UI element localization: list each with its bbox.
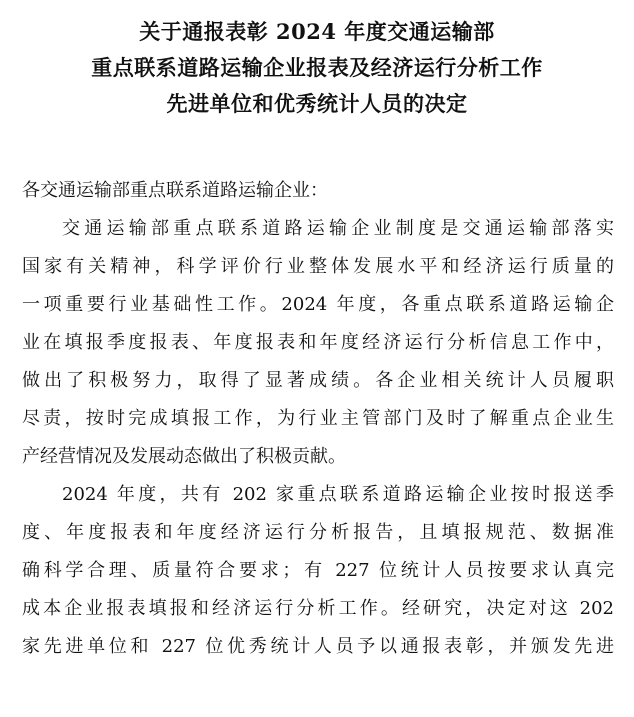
paragraph-line: 业在填报季度报表、年度报表和年度经济运行分析信息工作中， [22,332,614,353]
paragraph-line: 2024 年度，共有 202 家重点联系道路运输企业按时报送季 [62,484,614,505]
paragraph-line: 产经营情况及发展动态做出了积极贡献。 [22,446,346,467]
paragraph-line: 确科学合理、质量符合要求；有 227 位统计人员按要求认真完 [22,560,614,581]
paragraph-line: 尽责，按时完成填报工作，为行业主管部门及时了解重点企业生 [22,408,614,429]
paragraph-1 [22,210,614,476]
title-line-2: 重点联系道路运输企业报表及经济运行分析工作 [91,55,543,80]
paragraph-line: 国家有关精神，科学评价行业整体发展水平和经济运行质量的 [22,256,614,277]
paragraph-2 [22,476,614,666]
paragraph-line: 交通运输部重点联系道路运输企业制度是交通运输部落实 [62,218,614,239]
paragraph-line: 度、年度报表和年度经济运行分析报告，且填报规范、数据准 [22,522,614,543]
paragraph-line: 做出了积极努力，取得了显著成绩。各企业相关统计人员履职 [22,370,614,391]
paragraph-line: 成本企业报表填报和经济运行分析工作。经研究，决定对这 202 [22,598,614,619]
title-line-1: 关于通报表彰 2024 年度交通运输部 [139,19,495,44]
title-line-3: 先进单位和优秀统计人员的决定 [166,91,468,116]
paragraph-line: 家先进单位和 227 位优秀统计人员予以通报表彰，并颁发先进 [22,636,614,657]
document-body [22,172,614,666]
salutation: 各交通运输部重点联系道路运输企业： [22,180,328,201]
document-title [0,14,634,122]
paragraph-line: 一项重要行业基础性工作。2024 年度，各重点联系道路运输企 [22,294,614,315]
